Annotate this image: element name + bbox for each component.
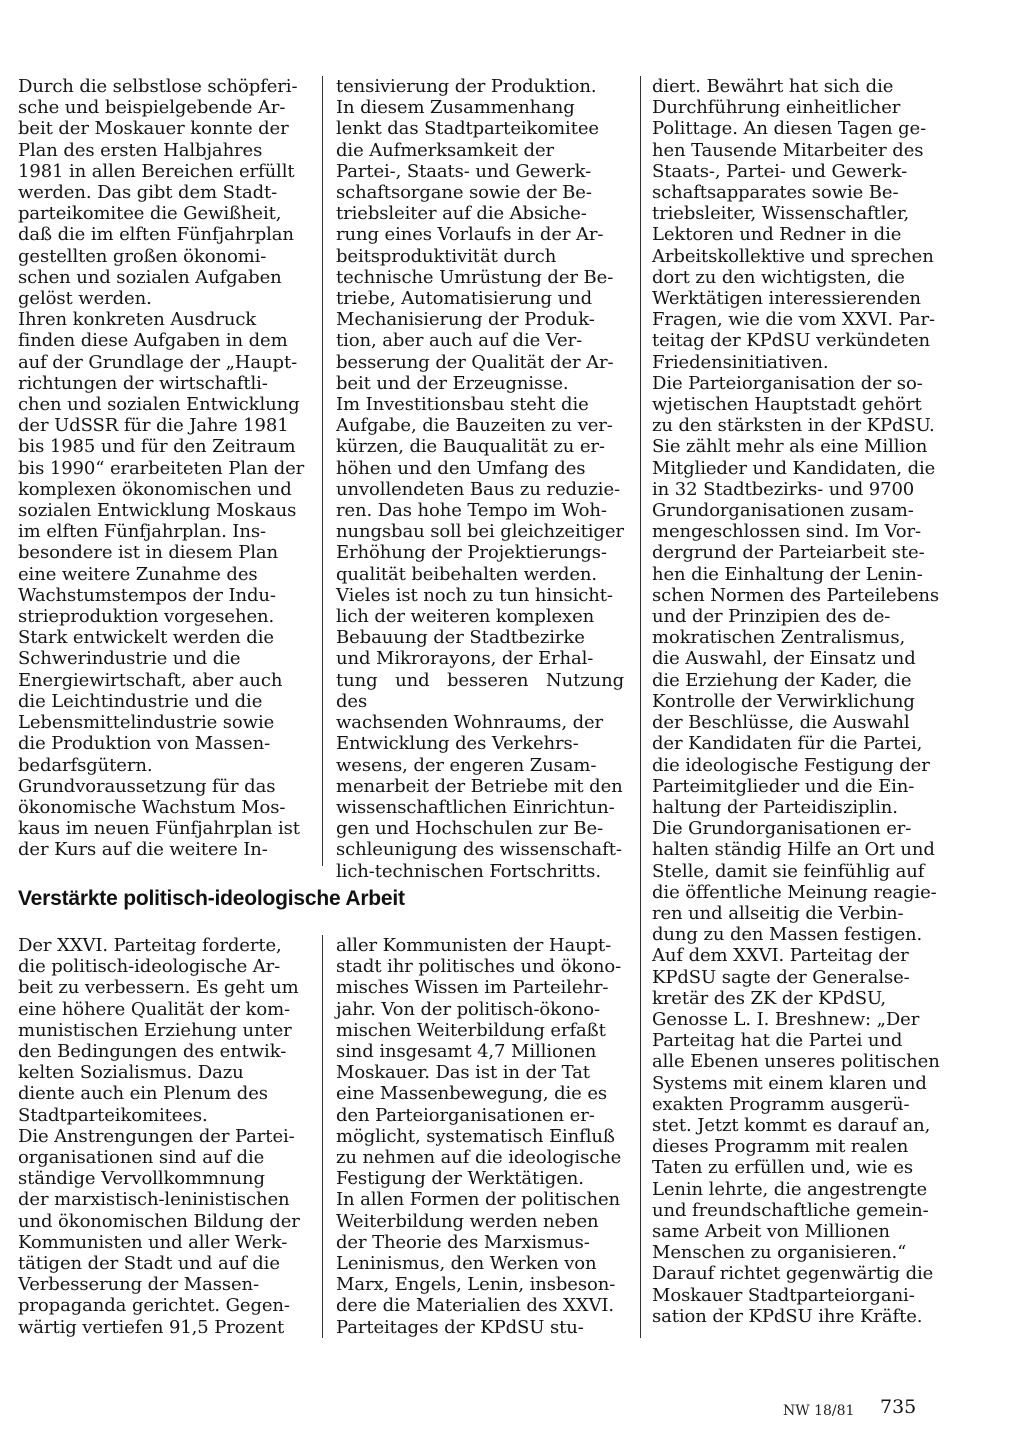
paragraph: Durch die selbstlose schöpferi- sche und beispielgebende Ar- beit der Moskauer konnte der Plan des ersten Halbjahres 1981 in allen Bereichen erfüllt werden. Das gibt dem Stadt- parteikomitee die Gewißheit, daß die im elften Fünfjahrplan gestellten großen ökonomi- schen und sozialen Aufgaben gelöst werden. — [18, 76, 298, 310]
paragraph: Auf dem XXVI. Parteitag der KPdSU sagte der Generalse- kretär des ZK der KPdSU, Genosse L. I. Breshnew: „Der Parteitag hat die Partei und alle Ebenen unseres politischen Systems mit einem klaren und exakten Programm ausgerü- stet. Jetzt kommt es darauf an, dieses Programm mit realen Taten zu erfüllen und, wie es Lenin lehrte, die angestrengte und freundschaftliche gemein- same Arbeit von Millionen Menschen zu organisieren.“ — [652, 945, 940, 1264]
top-column-2 — [336, 76, 624, 882]
paragraph: Die Parteiorganisation der so- wjetischen Hauptstadt gehört zu den stärksten in der KPdSU. Sie zählt mehr als eine Million Mitglieder und Kandidaten, die in 32 Stadtbezirks- und 9700 Grundorganisationen zusam- mengeschlossen sind. Im Vor- dergrund der Parteiarbeit ste- hen die Einhaltung der Lenin- schen Normen des Parteilebens und der Prinzipien des de- mokratischen Zentralismus, die Auswahl, der Einsatz und die Erziehung der Kader, die Kontrolle der Verwirklichung der Beschlüsse, die Auswahl der Kandidaten für die Partei, die ideologische Festigung der Parteimitglieder und die Ein- haltung der Parteidisziplin. — [652, 372, 940, 818]
paragraph: tensivierung der Produktion. In diesem Zusammenhang lenkt das Stadtparteikomitee die Aufmerksamkeit der Partei-, Staats- und Gewerk- schaftsorgane sowie der Be- triebsleiter auf die Absiche- rung eines Vorlaufs in der Ar- beitsproduktivität durch technische Umrüstung der Be- triebe, Automatisierung und Mechanisierung der Produk- tion, aber auch auf die Ver- besserung der Qualität der Ar- beit und der Erzeugnisse. — [336, 76, 614, 394]
paragraph: Stark entwickelt werden die Schwerindustrie und die Energiewirtschaft, aber auch die Leichtindustrie und die Lebensmittelindustrie sowie die Produktion von Massen- bedarfsgütern. — [18, 627, 283, 776]
page-number: 735 — [880, 1396, 917, 1418]
right-column — [652, 76, 940, 1327]
bottom-column-1 — [18, 935, 305, 1338]
column-divider — [322, 76, 323, 866]
paragraph: Vieles ist noch zu tun hinsicht- lich der weiteren komplexen Bebauung der Stadtbezirke und Mikrorayons, der Erhal- tung und besseren Nutzung des wachsenden Wohnraums, der Entwicklung des Verkehrs- wesens, der engeren Zusam- menarbeit der Betriebe mit den wissenschaftlichen Einrichtun- gen und Hochschulen zur Be- schleunigung des wissenschaft- lich-technischen Fortschritts. — [336, 584, 624, 882]
column-divider — [640, 76, 641, 1338]
paragraph: Grundvoraussetzung für das ökonomische Wachstum Mos- kaus im neuen Fünfjahrplan ist der Kurs auf die weitere In- — [18, 775, 300, 861]
paragraph: Ihren konkreten Ausdruck finden diese Aufgaben in dem auf der Grundlage der „Haupt- richtungen der wirtschaftli- chen und sozialen Entwicklung der UdSSR für die Jahre 1981 bis 1985 und für den Zeitraum bis 1990“ erarbeiteten Plan der komplexen ökonomischen und sozialen Entwicklung Moskaus im elften Fünfjahrplan. Ins- besondere ist in diesem Plan eine weitere Zunahme des Wachstumstempos der Indu- strieproduktion vorgesehen. — [18, 309, 305, 628]
paragraph: Darauf richtet gegenwärtig die Moskauer Stadtparteiorgani- sation der KPdSU ihre Kräfte. — [652, 1263, 934, 1327]
section-heading: Verstärkte politisch-ideologische Arbeit — [18, 887, 405, 910]
paragraph: Die Grundorganisationen er- halten ständig Hilfe an Ort und Stelle, damit sie feinfühlig auf die öffentliche Meinung reagie- ren und allseitig die Verbin- dung zu den Massen festigen. — [652, 818, 937, 946]
paragraph: diert. Bewährt hat sich die Durchführung einheitlicher Polittage. An diesen Tagen ge- hen Tausende Mitarbeiter des Staats-, Partei- und Gewerk- schaftsapparates sowie Be- triebsleiter, Wissenschaftler, Lektoren und Redner in die Arbeitskollektive und sprechen dort zu den wichtigsten, die Werktätigen interessierenden Fragen, wie die vom XXVI. Par- teitag der KPdSU verkündeten Friedensinitiativen. — [652, 76, 935, 373]
paragraph: aller Kommunisten der Haupt- stadt ihr politisches und ökono- misches Wissen im Parteilehr- jahr. Von der politisch-ökono- mischen Weiterbildung erfaßt sind insgesamt 4,7 Millionen Moskauer. Das ist in der Tat eine Massenbewegung, die es den Parteiorganisationen er- möglicht, systematisch Einfluß zu nehmen auf die ideologische Festigung der Werktätigen. — [336, 935, 622, 1190]
issue-reference: NW 18/81 — [783, 1403, 855, 1419]
paragraph: Die Anstrengungen der Partei- organisationen sind auf die ständige Vervollkommnung der marxistisch-leninistischen und ökonomischen Bildung der Kommunisten und aller Werk- tätigen der Stadt und auf die Verbesserung der Massen- propaganda gerichtet. Gegen- wärtig vertiefen 91,5 Prozent — [18, 1125, 300, 1338]
column-divider — [322, 935, 323, 1338]
paragraph: Der XXVI. Parteitag forderte, die politisch-ideologische Ar- beit zu verbessern. Es geht um eine höhere Qualität der kom- munistischen Erziehung unter den Bedingungen des entwik- kelten Sozialismus. Dazu diente auch ein Plenum des Stadtparteikomitees. — [18, 935, 299, 1126]
paragraph: Im Investitionsbau steht die Aufgabe, die Bauzeiten zu ver- kürzen, die Bauqualität zu er- höhen und den Umfang des unvollendeten Baus zu reduzie- ren. Das hohe Tempo im Woh- nungsbau soll bei gleichzeitiger Erhöhung der Projektierungs- qualität beibehalten werden. — [336, 394, 624, 585]
bottom-column-2 — [336, 935, 624, 1338]
top-column-1 — [18, 76, 305, 861]
paragraph: In allen Formen der politischen Weiterbildung werden neben der Theorie des Marxismus- Leninismus, den Werken von Marx, Engels, Lenin, insbeson- dere die Materialien des XXVI. Parteitages der KPdSU stu- — [336, 1189, 621, 1338]
